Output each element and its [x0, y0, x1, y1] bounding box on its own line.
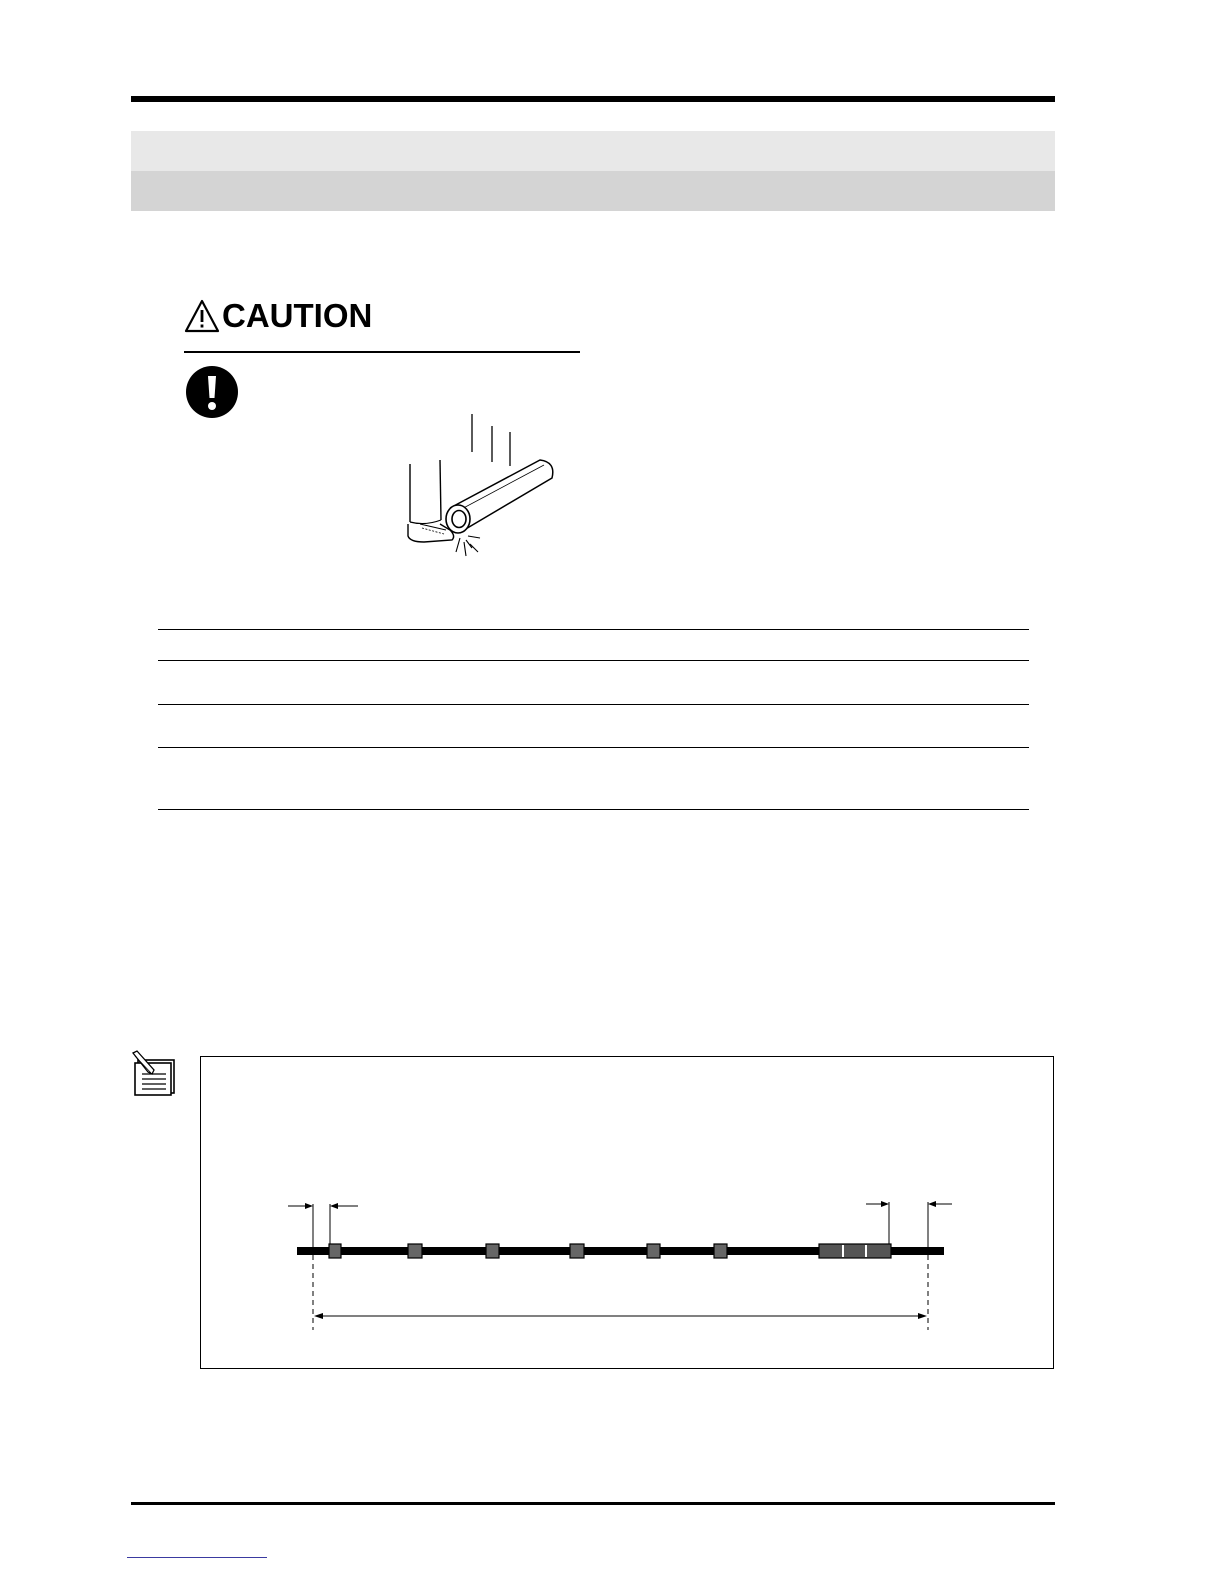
memo-pencil-icon — [130, 1050, 178, 1096]
caution-label: CAUTION — [222, 297, 373, 334]
footer-link-underline[interactable] — [127, 1557, 267, 1558]
caution-divider — [184, 351, 580, 353]
warning-triangle-icon — [184, 299, 220, 333]
table-top-rule — [158, 629, 1029, 630]
section-title-band — [131, 131, 1055, 171]
table-row-divider — [158, 660, 1029, 661]
roll-falling-on-foot-illustration — [400, 412, 570, 562]
section-subtitle-band — [131, 171, 1055, 211]
table-row-divider — [158, 704, 1029, 705]
footer-rule — [131, 1502, 1055, 1505]
exclamation-circle-icon — [185, 365, 239, 419]
table-bottom-rule — [158, 809, 1029, 810]
caution-heading — [184, 296, 584, 336]
table-row-divider — [158, 747, 1029, 748]
roll-margin-diagram — [280, 1190, 960, 1340]
header-rule — [131, 96, 1055, 102]
